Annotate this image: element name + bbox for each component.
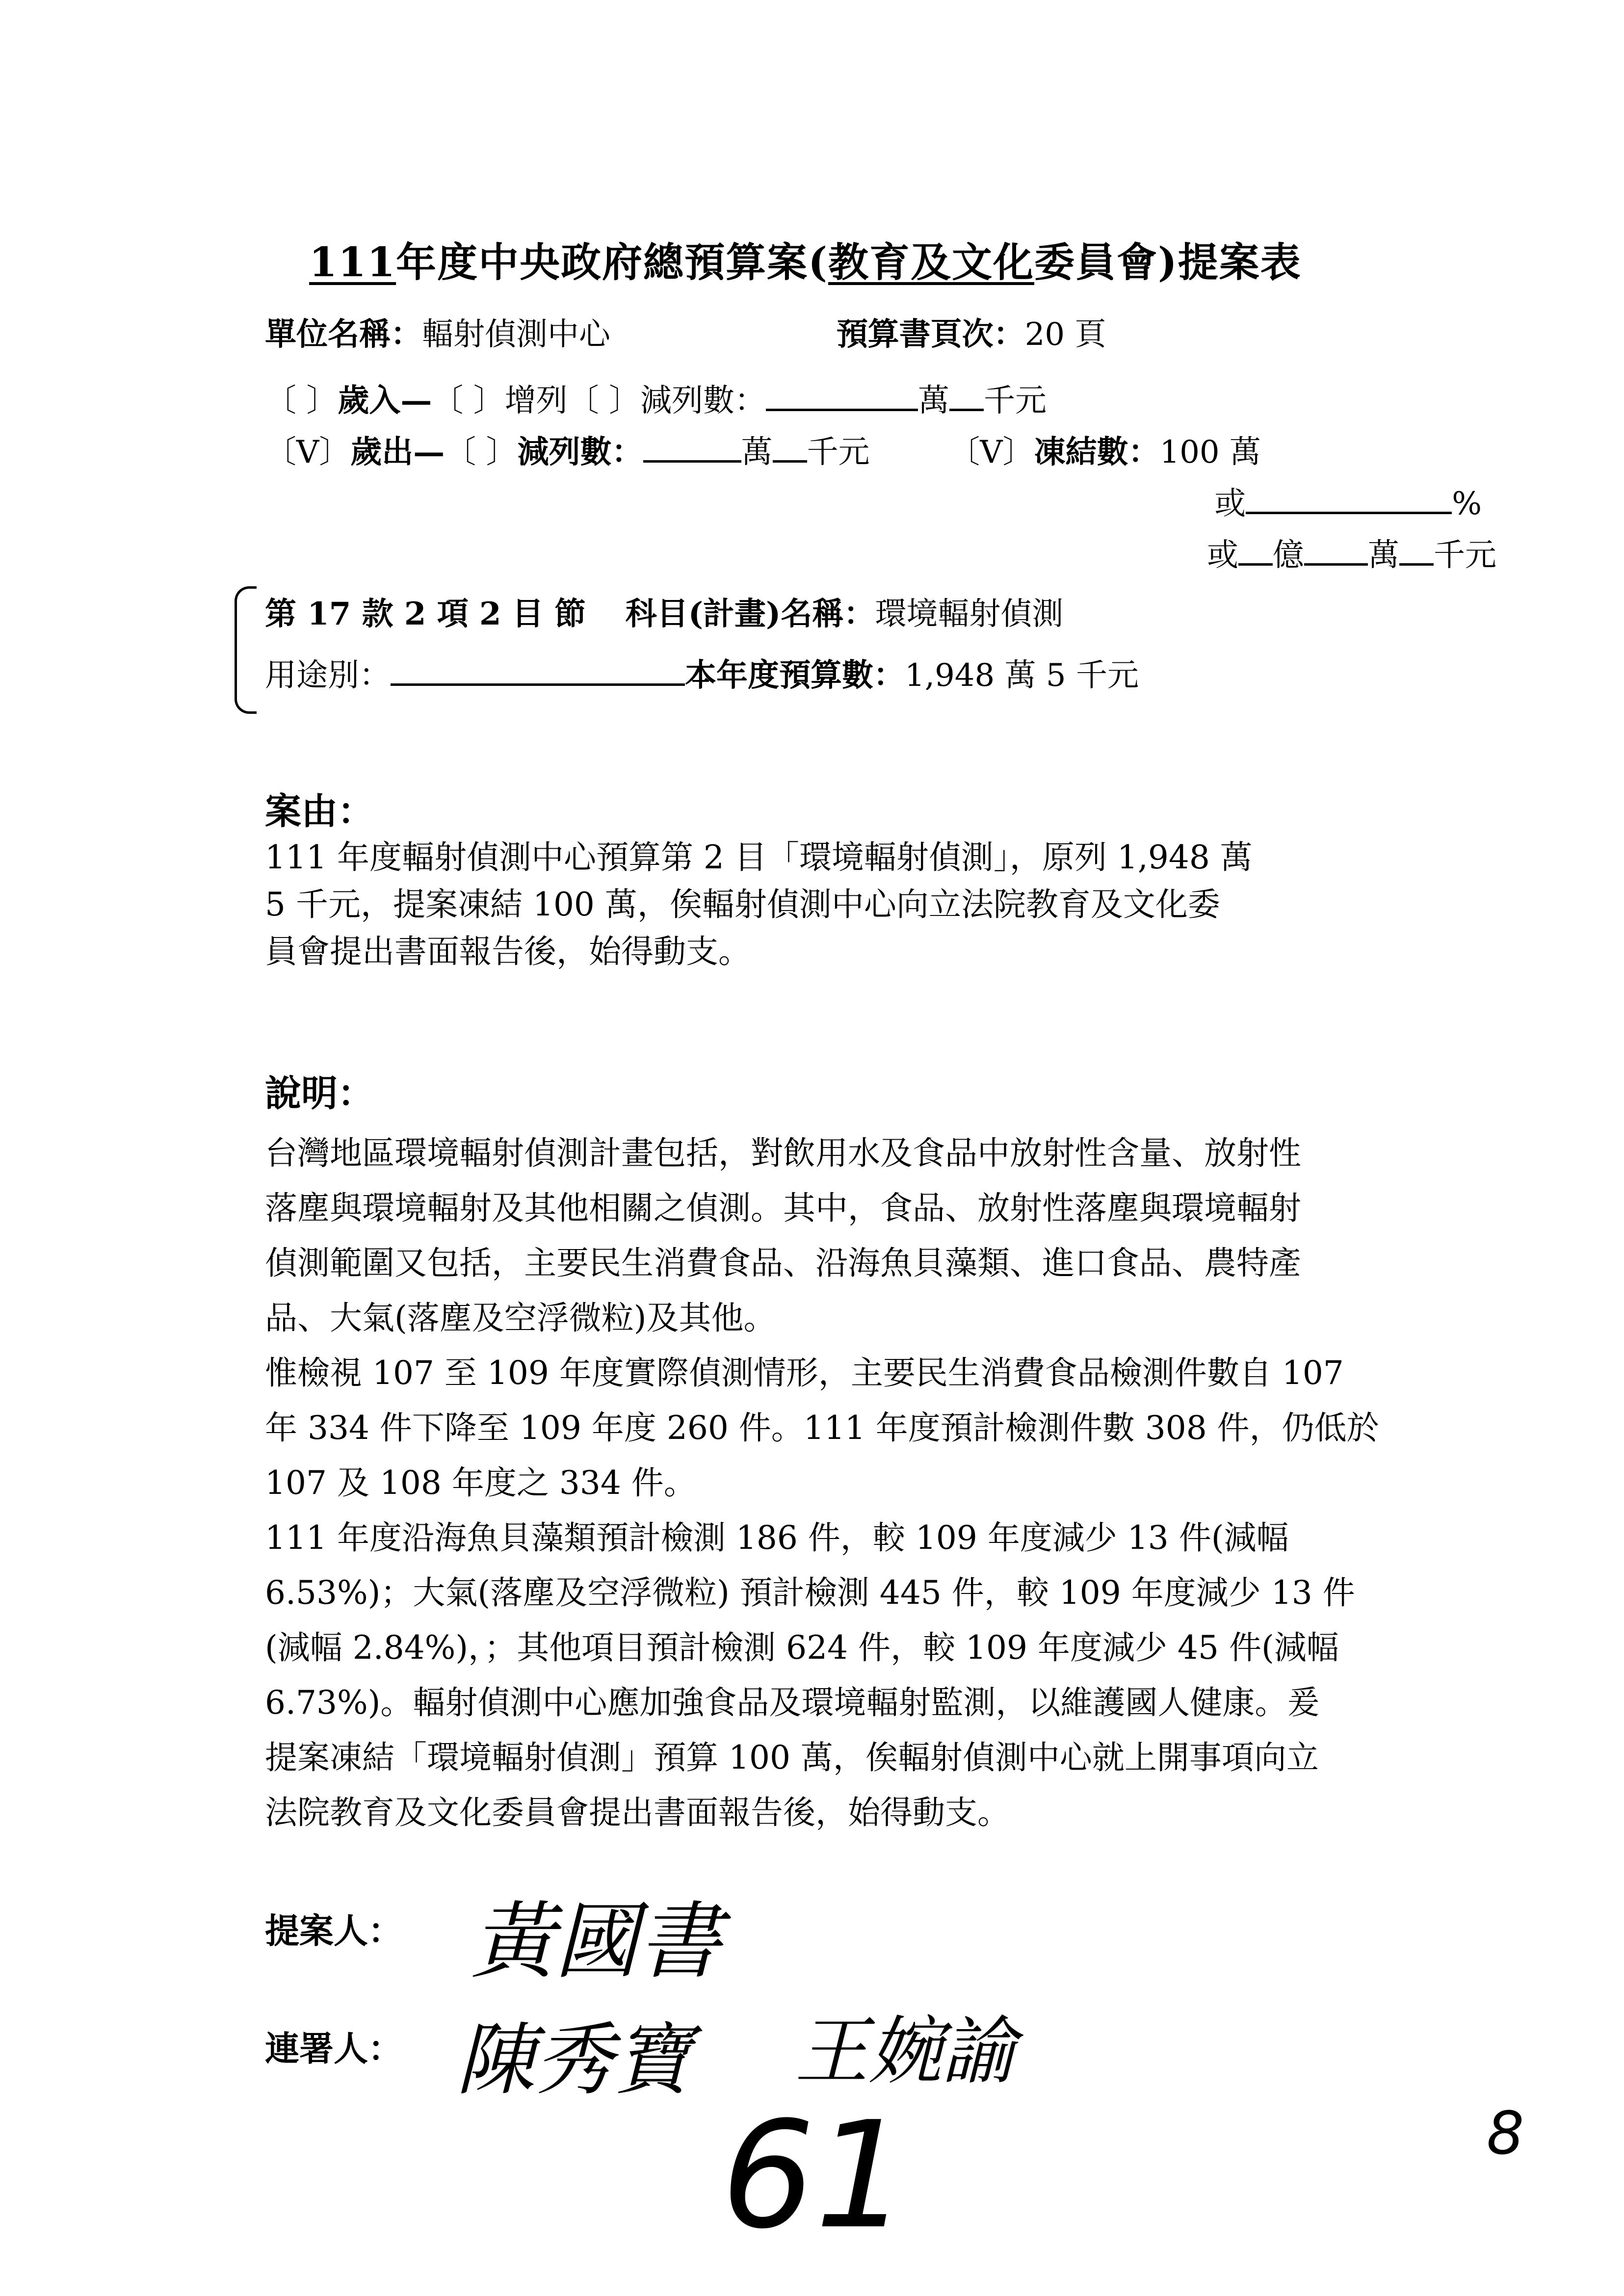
explanation-line: 111 年度沿海魚貝藻類預計檢測 186 件，較 109 年度減少 13 件(減幅 bbox=[265, 1519, 1289, 1557]
item-code: 第 17 款 2 項 2 目 節 bbox=[265, 596, 586, 632]
usage-row bbox=[265, 650, 1139, 695]
decrease-label: 減列數： bbox=[517, 434, 643, 470]
or-percent-row bbox=[1214, 478, 1482, 523]
page-number: 8 bbox=[1487, 2100, 1524, 2168]
item-row bbox=[265, 589, 1063, 634]
cosigners-label: 連署人： bbox=[265, 2028, 402, 2069]
blank bbox=[1304, 535, 1368, 566]
decrease-checkbox: 〔 〕 bbox=[445, 434, 518, 470]
or-label: 或 bbox=[1214, 486, 1246, 522]
explanation-line: 落塵與環境輻射及其他相關之偵測。其中，食品、放射性落塵與環境輻射 bbox=[265, 1189, 1301, 1227]
blank bbox=[643, 432, 741, 463]
explanation-line: 偵測範圍又包括，主要民生消費食品、沿海魚貝藻類、進口食品、農特產 bbox=[265, 1244, 1301, 1282]
blank bbox=[1399, 535, 1434, 566]
explanation-line: 6.53%)；大氣(落塵及空浮微粒) 預計檢測 445 件，較 109 年度減少 13 件 bbox=[265, 1574, 1355, 1612]
reason-line: 111 年度輻射偵測中心預算第 2 目「環境輻射偵測」，原列 1,948 萬 bbox=[265, 838, 1253, 876]
page-value: 20 頁 bbox=[1024, 316, 1106, 353]
or-amount-row bbox=[1207, 530, 1496, 575]
proposer-label: 提案人： bbox=[265, 1910, 402, 1951]
explanation-line: 台灣地區環境輻射偵測計畫包括，對飲用水及食品中放射性含量、放射性 bbox=[265, 1134, 1301, 1172]
cosigner-signature: 王婉諭 bbox=[795, 2009, 1016, 2094]
proposer-signature: 黃國書 bbox=[471, 1893, 722, 1990]
wan-label: 萬 bbox=[918, 383, 950, 419]
revenue-label: 歲入— bbox=[338, 382, 432, 419]
explanation-line: 品、大氣(落塵及空浮微粒)及其他。 bbox=[265, 1299, 776, 1337]
title-part1: 年度中央政府總預算案( bbox=[396, 239, 828, 286]
freeze-label: 凍結數： bbox=[1034, 434, 1160, 470]
blank bbox=[1238, 535, 1273, 566]
percent-label: % bbox=[1452, 486, 1482, 522]
reason-heading: 案由： bbox=[265, 790, 374, 833]
expense-row bbox=[265, 427, 1261, 472]
item-name-label: 科目(計畫)名稱： bbox=[625, 596, 875, 632]
revenue-checkbox: 〔 〕 bbox=[265, 383, 338, 419]
decrease-label: 減列數： bbox=[640, 383, 766, 419]
explanation-line: 107 及 108 年度之 334 件。 bbox=[265, 1464, 696, 1502]
freeze-checkbox: 〔V〕 bbox=[948, 434, 1034, 470]
expense-label: 歲出— bbox=[350, 434, 445, 470]
handwritten-number: 61 bbox=[721, 2090, 909, 2261]
reason-text bbox=[265, 834, 1253, 975]
revenue-row bbox=[265, 375, 1047, 420]
blank bbox=[773, 432, 807, 463]
unit-value: 輻射偵測中心 bbox=[422, 316, 610, 353]
explanation-line: 6.73%)。輻射偵測中心應加強食品及環境輻射監測，以維護國人健康。爰 bbox=[265, 1684, 1320, 1722]
blank bbox=[391, 655, 685, 686]
blank bbox=[1246, 483, 1452, 514]
explanation-line: 法院教育及文化委員會提出書面報告後，始得動支。 bbox=[265, 1794, 1010, 1831]
reason-line: 5 千元，提案凍結 100 萬，俟輻射偵測中心向立法院教育及文化委 bbox=[265, 886, 1220, 923]
qian-label: 千元 bbox=[807, 434, 870, 470]
explanation-line: 提案凍結「環境輻射偵測」預算 100 萬，俟輻射偵測中心就上開事項向立 bbox=[265, 1739, 1319, 1776]
yi-label: 億 bbox=[1273, 537, 1304, 574]
form-title bbox=[309, 231, 1302, 288]
title-part2: 委員會)提案表 bbox=[1034, 239, 1302, 286]
page-label: 預算書頁次： bbox=[836, 316, 1025, 353]
decrease-checkbox: 〔 〕 bbox=[567, 383, 641, 419]
explanation-line: 年 334 件下降至 109 年度 260 件。111 年度預計檢測件數 308 件，仍低於 bbox=[265, 1409, 1379, 1447]
budget-label: 本年度預算數： bbox=[685, 657, 905, 694]
increase-checkbox: 〔 〕 bbox=[432, 383, 505, 419]
unit-row bbox=[265, 309, 1106, 354]
expense-checkbox: 〔V〕 bbox=[265, 434, 351, 470]
wan-label: 萬 bbox=[1368, 537, 1399, 574]
explanation-line: 惟檢視 107 至 109 年度實際偵測情形，主要民生消費食品檢測件數自 107 bbox=[265, 1354, 1344, 1392]
or-label: 或 bbox=[1207, 537, 1238, 574]
increase-label: 增列 bbox=[504, 383, 568, 419]
bracket-line bbox=[235, 586, 257, 714]
explanation-text bbox=[265, 1126, 1379, 1840]
qian-label: 千元 bbox=[984, 383, 1047, 419]
qian-label: 千元 bbox=[1434, 537, 1496, 574]
wan-label: 萬 bbox=[741, 434, 773, 470]
usage-label: 用途別： bbox=[265, 657, 391, 694]
cosigner-signature: 陳秀寶 bbox=[456, 2014, 692, 2106]
budget-value: 1,948 萬 5 千元 bbox=[905, 657, 1139, 694]
freeze-value: 100 萬 bbox=[1159, 434, 1261, 470]
item-name-value: 環境輻射偵測 bbox=[875, 596, 1064, 632]
reason-line: 員會提出書面報告後，始得動支。 bbox=[265, 933, 751, 970]
unit-label: 單位名稱： bbox=[265, 316, 422, 353]
title-committee: 教育及文化 bbox=[828, 239, 1034, 286]
explanation-heading: 說明： bbox=[265, 1072, 374, 1115]
title-year: 111 bbox=[309, 239, 396, 286]
explanation-line: (減幅 2.84%)，；其他項目預計檢測 624 件，較 109 年度減少 45 件(減幅 bbox=[265, 1629, 1339, 1667]
blank bbox=[949, 380, 984, 411]
blank bbox=[766, 380, 918, 411]
